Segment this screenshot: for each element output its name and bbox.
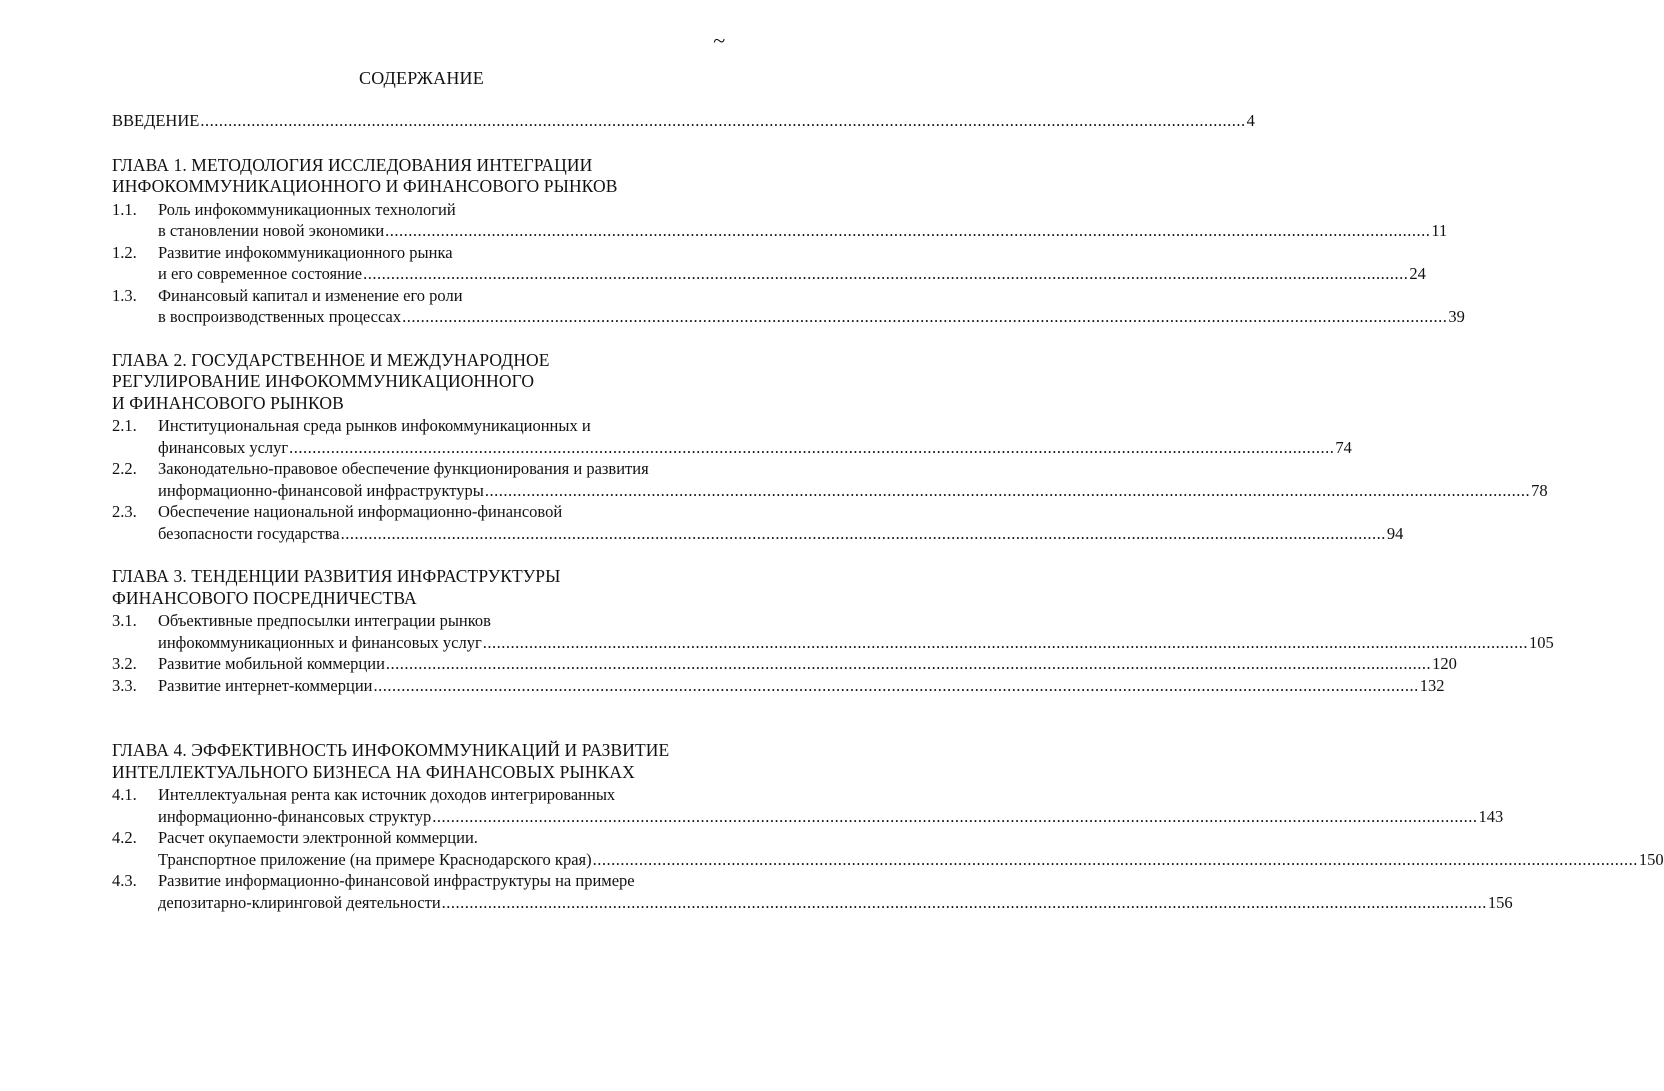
toc-entry <box>112 415 1352 458</box>
section-title-line: Развитие инфокоммуникационного рынка <box>158 242 453 262</box>
section-number: 1.3. <box>112 285 137 305</box>
toc-page-number: 132 <box>1419 675 1445 695</box>
toc-page-number: 24 <box>1409 264 1426 283</box>
section-number: 2.2. <box>112 459 137 478</box>
toc-page-number: 94 <box>1386 523 1404 543</box>
toc-page-number: 120 <box>1432 654 1457 673</box>
section-number: 1.1. <box>112 199 137 219</box>
toc-page-number: 4 <box>1246 111 1255 130</box>
section-number: 3.2. <box>112 654 137 673</box>
chapter-heading-line: ГЛАВА 3. ТЕНДЕНЦИИ РАЗВИТИЯ ИНФРАСТРУКТУРЫ <box>112 566 561 586</box>
toc-entry <box>112 675 1445 697</box>
toc-page-number: 39 <box>1448 307 1465 326</box>
section-title-line: Транспортное приложение (на примере Краснодарского края) <box>158 849 592 869</box>
chapter-2 <box>112 349 1548 545</box>
toc-page-number: 156 <box>1487 892 1513 912</box>
toc-entry <box>112 653 1457 675</box>
section-title-line: Роль инфокоммуникационных технологий <box>158 199 456 219</box>
toc-entry <box>112 827 1664 870</box>
chapter-heading-line: ФИНАНСОВОГО ПОСРЕДНИЧЕСТВА <box>112 587 417 608</box>
section-title-line: и его современное состояние <box>158 264 363 283</box>
toc-entry <box>112 784 1504 827</box>
chapter-1 <box>112 154 1465 328</box>
toc-page-number: 74 <box>1335 437 1352 457</box>
section-title-line: Интеллектуальная рента как источник доходов интегрированных <box>158 785 616 804</box>
toc-entry <box>112 285 1465 328</box>
dot-leader <box>289 437 1334 459</box>
toc-page-number: 143 <box>1478 806 1504 826</box>
handwritten-page-mark: ~ <box>713 28 724 53</box>
section-title-line: Развитие информационно-финансовой инфраструктуры на примере <box>158 871 635 890</box>
section-number: 4.2. <box>112 828 137 847</box>
chapter-heading <box>112 350 736 415</box>
table-of-contents <box>112 110 1664 935</box>
toc-page-number: 78 <box>1531 480 1548 500</box>
toc-entry <box>112 610 1554 653</box>
chapter-heading-line: И ФИНАНСОВОГО РЫНКОВ <box>112 392 344 413</box>
chapter-heading <box>112 155 736 198</box>
dot-leader <box>593 849 1638 871</box>
dot-leader <box>483 632 1528 654</box>
section-title-line: информационно-финансовой инфраструктуры <box>158 480 484 500</box>
toc-page-number: 11 <box>1431 221 1448 240</box>
chapter-heading-line: ИНФОКОММУНИКАЦИОННОГО И ФИНАНСОВОГО РЫНКОВ <box>112 176 618 196</box>
toc-entry <box>112 242 1426 285</box>
chapter-heading-line: ГЛАВА 2. ГОСУДАРСТВЕННОЕ И МЕЖДУНАРОДНОЕ <box>112 349 550 370</box>
section-title-line: в становлении новой экономики <box>158 221 385 240</box>
dot-leader <box>485 480 1530 502</box>
toc-entry-text: ВВЕДЕНИЕ <box>112 111 200 130</box>
toc-entry <box>112 870 1513 913</box>
section-title-line: финансовых услуг <box>158 437 289 457</box>
section-number: 4.1. <box>112 785 137 804</box>
chapter-heading-line: ГЛАВА 4. ЭФФЕКТИВНОСТЬ ИНФОКОММУНИКАЦИЙ И РАЗВИТИЕ <box>112 740 670 760</box>
dot-leader <box>385 220 1430 242</box>
chapter-4 <box>112 740 1664 913</box>
dot-leader <box>200 110 1245 132</box>
section-title-line: информационно-финансовых структур <box>158 806 432 826</box>
dot-leader <box>363 263 1408 285</box>
chapter-heading-line: ГЛАВА 1. МЕТОДОЛОГИЯ ИССЛЕДОВАНИЯ ИНТЕГРАЦИИ <box>112 154 593 175</box>
dot-leader <box>341 523 1386 545</box>
chapter-heading-line: РЕГУЛИРОВАНИЕ ИНФОКОММУНИКАЦИОННОГО <box>112 371 535 391</box>
toc-entry <box>112 199 1448 242</box>
dot-leader <box>432 806 1477 828</box>
section-number: 2.3. <box>112 502 137 521</box>
section-title-line: инфокоммуникационных и финансовых услуг <box>158 632 482 652</box>
chapter-heading-line: ИНТЕЛЛЕКТУАЛЬНОГО БИЗНЕСА НА ФИНАНСОВЫХ РЫНКАХ <box>112 761 635 782</box>
section-title-line: в воспроизводственных процессах <box>158 307 402 326</box>
chapter-3 <box>112 566 1554 696</box>
section-number: 4.3. <box>112 871 137 890</box>
section-number: 2.1. <box>112 416 137 435</box>
dot-leader <box>442 892 1487 914</box>
toc-entry-intro <box>112 110 1255 132</box>
chapter-heading <box>112 740 736 783</box>
toc-entry <box>112 501 1404 544</box>
section-number: 3.3. <box>112 675 137 695</box>
section-title-line: Развитие мобильной коммерции <box>158 654 385 673</box>
dot-leader <box>374 675 1419 697</box>
section-title-line: Обеспечение национальной информационно-финансовой <box>158 502 563 521</box>
section-title-line: Объективные предпосылки интеграции рынков <box>158 611 491 630</box>
section-title-line: Институциональная среда рынков инфокоммуникационных и <box>158 416 591 435</box>
section-title-line: безопасности государства <box>158 523 340 543</box>
toc-entry <box>112 458 1548 501</box>
dot-leader <box>386 653 1431 675</box>
section-number: 1.2. <box>112 242 137 262</box>
section-number: 3.1. <box>112 611 137 630</box>
section-title-line: Развитие интернет-коммерции <box>158 675 373 695</box>
section-title-line: Финансовый капитал и изменение его роли <box>158 285 463 305</box>
toc-page-number: 105 <box>1529 632 1554 652</box>
section-title-line: депозитарно-клиринговой деятельности <box>158 892 441 912</box>
section-title-line: Законодательно-правовое обеспечение функционирования и развития <box>158 459 649 478</box>
dot-leader <box>402 306 1447 328</box>
section-title-line: Расчет окупаемости электронной коммерции. <box>158 828 478 847</box>
page-title: СОДЕРЖАНИЕ <box>359 68 484 88</box>
chapter-heading <box>112 566 736 609</box>
toc-page-number: 150 <box>1638 849 1664 869</box>
